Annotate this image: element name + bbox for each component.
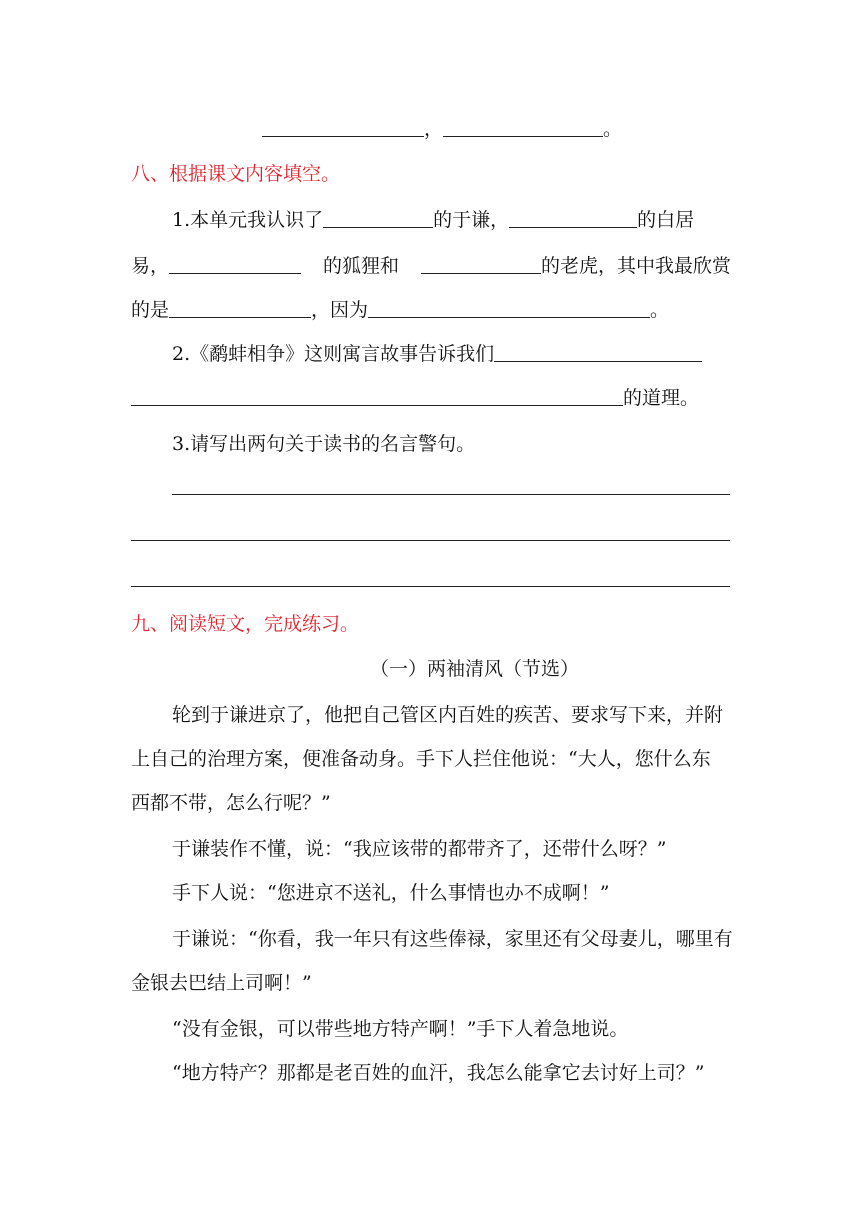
q1-line-2: [131, 253, 731, 279]
comma: ，: [424, 118, 444, 140]
answer-blank[interactable]: [131, 387, 623, 406]
answer-line-3[interactable]: [131, 586, 730, 587]
period: 。: [603, 118, 623, 140]
q1-text: 的白居: [637, 209, 695, 231]
section-8-heading: 八、根据课文内容填空。: [131, 163, 341, 185]
answer-line-1[interactable]: [172, 494, 730, 495]
q2-text: 2.《鹬蚌相争》这则寓言故事告诉我们: [172, 343, 495, 365]
q1-text: 易，: [131, 255, 170, 277]
passage-line: 手下人说：“您进京不送礼，什么事情也办不成啊！”: [172, 882, 610, 904]
answer-blank[interactable]: [368, 299, 650, 318]
answer-blank[interactable]: [262, 118, 424, 137]
passage-line: 西都不带，怎么行呢？”: [131, 792, 331, 814]
answer-blank[interactable]: [169, 299, 311, 318]
q2-line-1: [172, 341, 702, 367]
answer-blank[interactable]: [421, 255, 541, 274]
passage-line: 金银去巴结上司啊！”: [131, 972, 312, 994]
q2-line-2: [131, 385, 699, 411]
q1-text: 的是: [131, 299, 170, 321]
q1-text: 1.本单元我认识了: [172, 209, 324, 231]
q2-text: 的道理。: [623, 387, 700, 409]
answer-line-2[interactable]: [131, 540, 730, 541]
answer-blank[interactable]: [323, 209, 433, 228]
q1-text: 的狐狸和: [323, 255, 400, 277]
q1-text: 的于谦，: [433, 209, 510, 231]
passage-line: 上自己的治理方案，便准备动身。手下人拦住他说：“大人，您什么东: [131, 748, 711, 770]
q1-text: 的老虎，其中我最欣赏: [541, 255, 732, 277]
section-9-heading: 九、阅读短文，完成练习。: [131, 613, 360, 635]
answer-blank[interactable]: [509, 209, 637, 228]
q1-text: ，因为: [311, 299, 369, 321]
passage-line: 轮到于谦进京了，他把自己管区内百姓的疾苦、要求写下来，并附: [172, 704, 724, 726]
passage-line: 于谦装作不懂，说：“我应该带的都带齐了，还带什么呀？”: [172, 838, 667, 860]
q1-text: 。: [650, 299, 670, 321]
q3-prompt: 3.请写出两句关于读书的名言警句。: [172, 433, 476, 455]
answer-blank[interactable]: [443, 118, 603, 137]
answer-blank[interactable]: [494, 343, 702, 362]
passage-line: 于谦说：“你看，我一年只有这些俸禄，家里还有父母妻儿，哪里有: [172, 928, 733, 950]
q1-line-1: [172, 207, 694, 233]
passage-line: “没有金银，可以带些地方特产啊！”手下人着急地说。: [172, 1018, 629, 1040]
top-fill-line: [262, 116, 622, 142]
passage-title: （一）两袖清风（节选）: [370, 658, 580, 680]
answer-blank[interactable]: [169, 255, 301, 274]
passage-line: “地方特产？那都是老百姓的血汗，我怎么能拿它去讨好上司？”: [172, 1062, 705, 1084]
q1-line-3: [131, 297, 669, 323]
